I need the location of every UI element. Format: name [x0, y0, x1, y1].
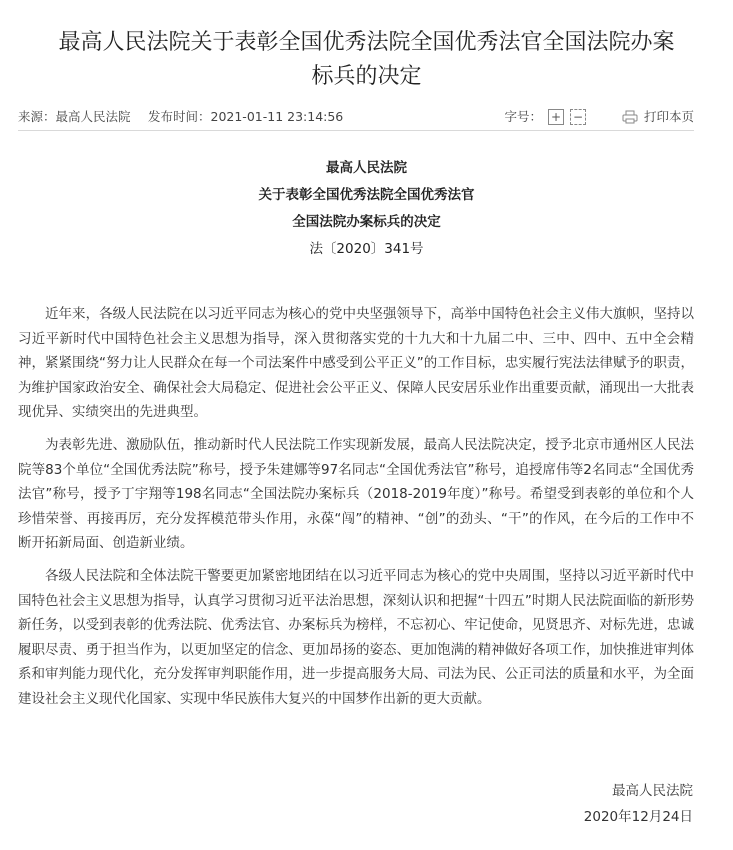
- printer-icon: [622, 110, 638, 124]
- signature-date: 2020年12月24日: [583, 809, 693, 825]
- signature-issuer: 最高人民法院: [612, 783, 693, 799]
- doc-number: 法〔2020〕341号: [309, 241, 424, 257]
- font-decrease-button[interactable]: −: [570, 109, 586, 125]
- doc-heading-line2: 全国法院办案标兵的决定: [292, 214, 441, 230]
- doc-heading-line1: 关于表彰全国优秀法院全国优秀法官: [258, 187, 475, 203]
- article-meta-bar: [18, 106, 694, 128]
- font-increase-button[interactable]: +: [548, 109, 564, 125]
- article-title: [40, 26, 693, 94]
- doc-issuer: 最高人民法院: [326, 160, 407, 176]
- print-label: 打印本页: [643, 109, 694, 124]
- meta-divider: [18, 130, 694, 131]
- article-title-line2: 标兵的决定: [311, 64, 422, 89]
- article-tools: [504, 106, 694, 128]
- publish-time: 发布时间：2021-01-11 23:14:56: [148, 109, 344, 124]
- document-body: [18, 302, 694, 720]
- body-paragraph: 为表彰先进、激励队伍，推动新时代人民法院工作实现新发展，最高人民法院决定，授予北京市通州区人民法院等83个单位“全国优秀法院”称号，授予朱建娜等97名同志“全国优秀法官”称号，追授席伟等2名同志“全国优秀法官”称号，授予丁宇翔等198名同志“全国法院办案标兵（2018-2019年度）”称号。希望受到表彰的单位和个人珍惜荣誉、再接再厉，充分发挥模范带头作用，永葆“闯”的精神、“创”的劲头、“干”的作风，在今后的工作中不断开拓新局面、创造新业绩。: [18, 436, 694, 552]
- body-paragraph: 近年来，各级人民法院在以习近平同志为核心的党中央坚强领导下，高举中国特色社会主义伟大旗帜，坚持以习近平新时代中国特色社会主义思想为指导，深入贯彻落实党的十九大和十九届二中、三中、四中、五中全会精神，紧紧围绕“努力让人民群众在每一个司法案件中感受到公平正义”的工作目标，忠实履行宪法法律赋予的职责，为维护国家政治安全、确保社会大局稳定、促进社会公平正义、保障人民安居乐业作出重要贡献，涌现出一大批表现优异、实绩突出的先进典型。: [18, 306, 694, 421]
- article-source: 来源：最高人民法院: [18, 109, 131, 124]
- font-size-label: 字号：: [504, 109, 542, 124]
- body-paragraph: 各级人民法院和全体法院干警要更加紧密地团结在以习近平同志为核心的党中央周围，坚持以习近平新时代中国特色社会主义思想为指导，认真学习贯彻习近平法治思想，深刻认识和把握“十四五”时期人民法院面临的新形势新任务，以受到表彰的优秀法院、优秀法官、办案标兵为榜样，不忘初心、牢记使命，见贤思齐、对标先进，忠诚履职尽责、勇于担当作为，以更加坚定的信念、更加昂扬的姿态、更加饱满的精神做好各项工作，加快推进审判体系和审判能力现代化，充分发挥审判职能作用，进一步提高服务大局、司法为民、公正司法的质量和水平，为全面建设社会主义现代化国家、实现中华民族伟大复兴的中国梦作出新的更大贡献。: [18, 567, 694, 707]
- print-button[interactable]: [622, 106, 694, 128]
- article-title-line1: 最高人民法院关于表彰全国优秀法院全国优秀法官全国法院办案: [58, 30, 675, 55]
